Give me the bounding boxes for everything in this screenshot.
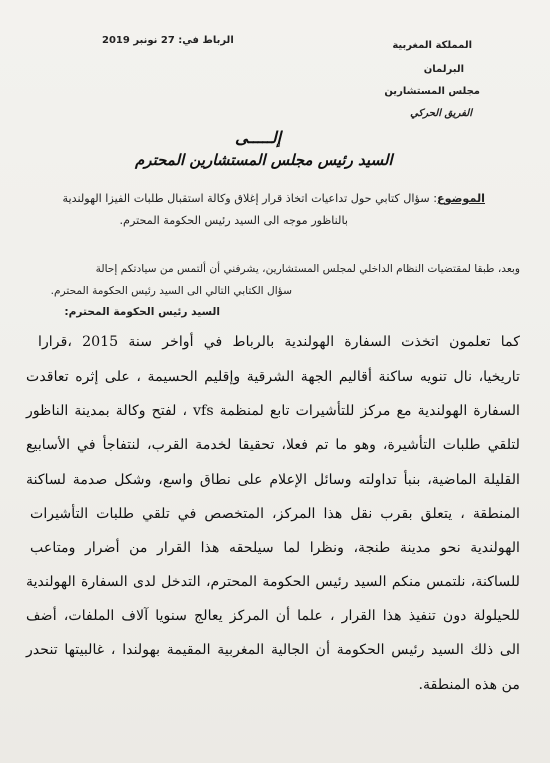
subject-line-2: بالناظور موجه الى السيد رئيس الحكومة المحترم. — [119, 214, 348, 227]
date-value: 27 نونبر 2019 — [102, 35, 175, 46]
subject-label: الموضوع — [436, 192, 485, 205]
body-line: السفارة الهولندية مع مركز للتأشيرات تابع لمنظمة vfs ، لفتح وكالة بمدينة الناظور — [26, 403, 520, 419]
intro-line-2: سؤال الكتابي التالي الى السيد رئيس الحكومة المحترم. — [50, 285, 292, 297]
body-line: القليلة الماضية، بنبأ تداولته وسائل الإعلام على نطاق واسع، وشكل صدمة لساكنة — [26, 472, 520, 488]
header-kingdom: المملكة المغربية — [392, 40, 472, 51]
header-parliament: البرلمان — [423, 64, 464, 75]
body-line: المنطقة ، يتعلق بقرب نقل هذا المركز، المتخصص في تلقي طلبات التأشيرات — [30, 506, 520, 522]
date-line — [102, 35, 234, 46]
subject-line-1 — [63, 188, 485, 209]
date-label: الرباط في: — [178, 35, 234, 46]
body-line: لتلقي طلبات التأشيرة، وهو ما تم فعلا، تحقيقا لخدمة القرب، لنتفاجأ في الأسابيع — [26, 437, 520, 453]
body-line: الى ذلك السيد رئيس الحكومة أن الجالية المغربية المقيمة بهولندا ، غالبيتها تنحدر — [26, 642, 520, 658]
body-line: للحيلولة دون تنفيذ هذا القرار ، علما أن المركز يعالج سنويا آلاف الملفات، أضف — [26, 608, 520, 624]
address-recipient: السيد رئيس مجلس المستشارين المحترم — [135, 151, 393, 169]
body-line: تاريخيا، نال تنويه ساكنة أقاليم الجهة الشرقية وإقليم الحسيمة ، على إثره تعاقدت — [26, 369, 520, 385]
address-to: إلـــــى — [235, 128, 282, 147]
header-council: مجلس المستشارين — [384, 86, 480, 97]
header-group: الفريق الحركي — [410, 108, 472, 119]
body-line: كما تعلمون اتخذت السفارة الهولندية بالرباط في أواخر سنة 2015 ،قرارا — [38, 334, 521, 350]
subject-text-1: : سؤال كتابي حول تداعيات اتخاذ قرار إغلاق وكالة استقبال طلبات الفيزا الهولندية — [62, 192, 437, 205]
body-line: للساكنة، نلتمس منكم السيد رئيس الحكومة المحترم، التدخل لدى السفارة الهولندية — [26, 574, 520, 590]
intro-line-1: وبعد، طبقا لمقتضيات النظام الداخلي لمجلس المستشارين، يشرفني أن ألتمس من سيادتكم إحالة — [95, 263, 520, 275]
salutation: السيد رئيس الحكومة المحترم: — [64, 306, 220, 318]
body-line: من هذه المنطقة. — [418, 677, 520, 693]
body-line: الهولندية نحو مدينة طنجة، ونظرا لما سيلحقه هذا القرار من أضرار ومتاعب — [30, 540, 520, 556]
